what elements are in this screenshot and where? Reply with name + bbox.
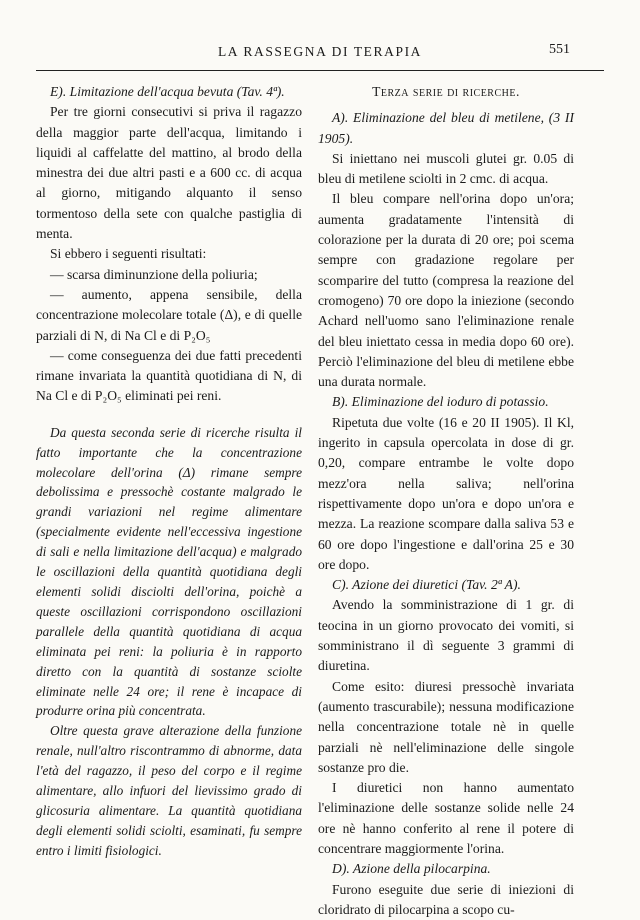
running-title: LA RASSEGNA DI TERAPIA — [217, 44, 423, 59]
right-column — [318, 82, 574, 920]
left-column — [36, 82, 302, 861]
paragraph: Furono eseguite due serie di iniezioni di cloridrato di pilocarpina a scopo cu- — [318, 881, 574, 917]
paragraph: — aumento, appena sensibile, della concentrazione molecolare totale (Δ), e di quelle parziali di N, di Na Cl e di P₂O₅ — [36, 286, 302, 343]
summary-paragraph: Oltre questa grave alterazione della funzione renale, null'altro riscontrammo di abnorme, data l'età del ragazzo, il peso del corpo e il regime alimentare, allo infuori del lievissimo grado di glicosuria alimentare. La quantità quotidiana degli elementi solidi sciolti, esaminati, fu sempre entro i limiti fisiologici. — [36, 723, 302, 858]
spacer — [36, 407, 302, 423]
series-heading: Terza serie di ricerche. — [372, 84, 520, 99]
summary-paragraph: Da questa seconda serie di ricerche risulta il fatto importante che la concentrazione molecolare dell'orina (Δ) rimane sempre debolissima e pressochè costante malgrado le grandi variazioni nel regime alimentare (specialmente evidente nell'eccessiva ingestione di sali e nella limitazione dell'acqua) e malgrado le oscillazioni della quantità quotidiana degli elementi solidi disciolti dell'orina, poichè a queste oscillazioni corrispondono oscillazioni parallele della quantità quotidiana di acqua eliminata pei reni: la poliuria è in rapporto diretto con la quantità di sostanze sciolte eliminate nelle 24 ore; il rene è incapace di produrre orina più concentrata. — [36, 424, 302, 719]
section-heading-b: B). Eliminazione del ioduro di potassio. — [332, 394, 549, 410]
paragraph: Si ebbero i seguenti risultati: — [50, 246, 207, 262]
paragraph: Come esito: diuresi pressochè invariata (aumento trascurabile); nessuna modificazione nella concentrazione totale nè in quelle parziali nè nell'eliminazione delle singole sostanze pro die. — [318, 678, 574, 775]
section-heading-c: C). Azione dei diuretici (Tav. 2ª A). — [332, 577, 521, 593]
paragraph: I diuretici non hanno aumentato l'eliminazione delle sostanze solide nelle 24 ore nè hanno conferito al rene il potere di concentrare maggiormente l'orina. — [318, 780, 574, 856]
paragraph: — come conseguenza dei due fatti precedenti rimane invariata la quantità quotidiana di N, di Na Cl e di P₂O₅ eliminati pei reni. — [36, 347, 302, 404]
paragraph: Per tre giorni consecutivi si priva il ragazzo della maggior parte dell'acqua, limitando i liquidi al caffelatte del mattino, al brodo della minestra dei due altri pasti e a 600 cc. di acqua al giorno, mitigando alquanto il senso tormentoso della sete con qualche pastiglia di menta. — [36, 104, 302, 242]
header-rule — [36, 70, 604, 71]
page-number: 551 — [549, 42, 570, 57]
paragraph: Avendo la somministrazione di 1 gr. di teocina in un giorno provocato dei vomiti, si somministrano il dì seguente 3 grammi di diuretina. — [318, 597, 574, 674]
section-heading-d: D). Azione della pilocarpina. — [332, 861, 491, 877]
paragraph: Ripetuta due volte (16 e 20 II 1905). Il Kl, ingerito in capsula opercolata in dose di gr. 0,20, compare entrambe le volte dopo mezz'ora nella saliva; nell'orina rispettivamente dopo un'ora e dopo un'ora e mezza. La reazione scompare dalla saliva 53 e 60 ore dopo l'ingestione e dall'orina 25 e 30 ore dopo. — [318, 414, 574, 572]
paragraph: Si iniettano nei muscoli glutei gr. 0.05 di bleu di metilene sciolti in 2 cmc. di acqua. — [318, 150, 574, 187]
page-header — [36, 42, 604, 70]
paragraph: Il bleu compare nell'orina dopo un'ora; aumenta gradatamente l'intensità di colorazione per la durata di 20 ore; poi scema sempre con gradazione regolare per scomparire del tutto (compresa la reazione del cromogeno) 70 ore dopo la iniezione (secondo Achard nell'uomo sano l'eliminazione renale del bleu iniettato cessa in media dopo 60 ore). Perciò l'eliminazione del bleu di metilene ebbe una durata normale. — [318, 191, 574, 390]
paragraph: — scarsa diminunzione della poliuria; — [50, 266, 258, 282]
section-heading-a: A). Eliminazione del bleu di metilene, (3 II 1905). — [318, 110, 574, 146]
section-heading-e: E). Limitazione dell'acqua bevuta (Tav. 4ª). — [50, 84, 285, 99]
